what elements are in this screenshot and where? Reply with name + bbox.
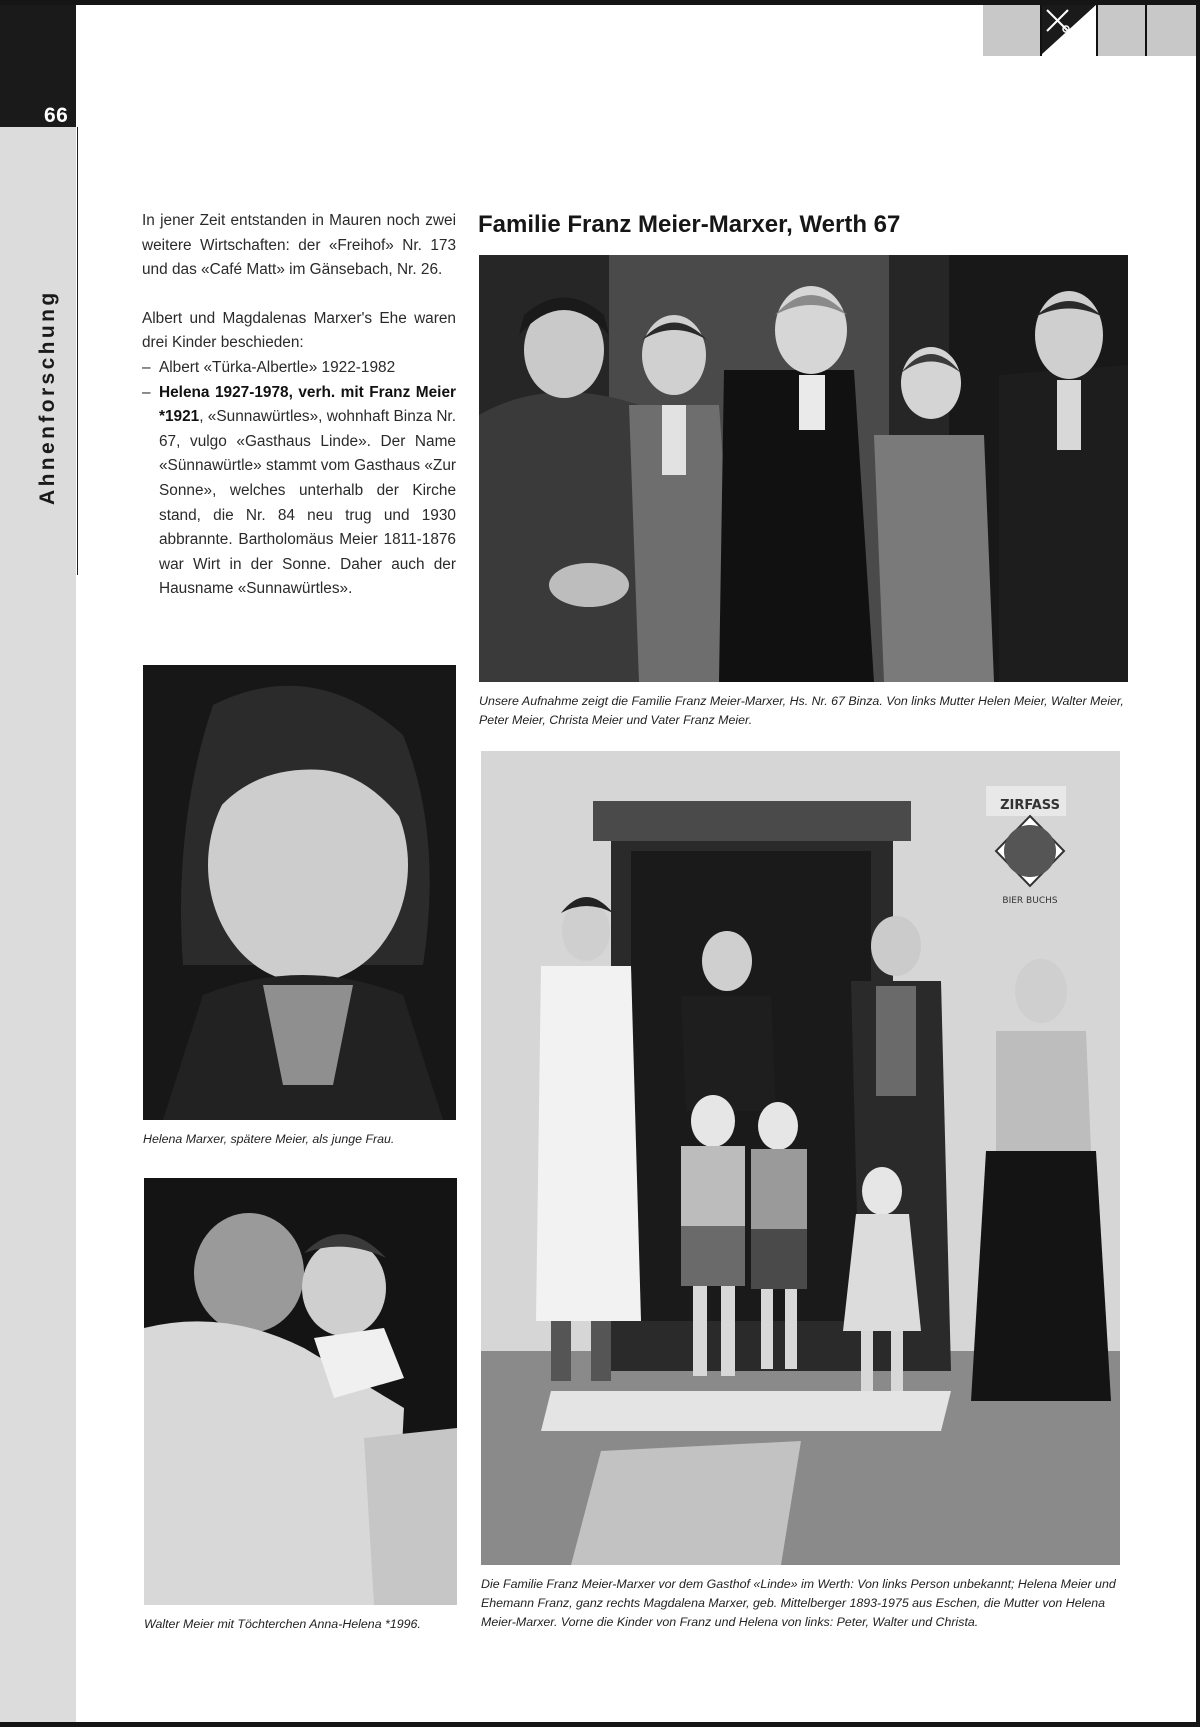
list-dash: –	[142, 383, 151, 401]
family-portrait-caption: Unsere Aufnahme zeigt die Familie Franz Meier-Marxer, Hs. Nr. 67 Binza. Von links Mutter Helen Meier, Walter Meier, Peter Meier, Christa Meier und Vater Franz Meier.	[479, 694, 1124, 727]
margin-rule	[77, 127, 78, 575]
family-portrait-photo	[479, 255, 1128, 682]
list-item-bold: Helena 1927-1978, verh. mit Franz Meier *1921	[159, 383, 456, 426]
walter-daughter-photo	[144, 1178, 457, 1605]
crossed-tools-icon	[1044, 7, 1072, 35]
page-frame-right	[1196, 0, 1200, 1727]
page-frame-bottom	[0, 1722, 1200, 1727]
sign-top-text: ZIRFASS	[1000, 798, 1060, 813]
list-item	[142, 356, 456, 381]
gasthof-group-image	[481, 751, 1120, 1565]
walter-daughter-caption: Walter Meier mit Töchterchen Anna-Helena *1996.	[144, 1617, 421, 1631]
walter-daughter-image	[144, 1178, 457, 1605]
list-item-rest: , «Sunnawürtles», wohnhaft Binza Nr. 67, vulgo «Gasthaus Linde». Der Name «Sünnawürtle» stammt vom Gasthaus «Zur Sonne», welches unterhalb der Kirche stand, die Nr. 84 neu trug und 1930 abbrannte. Bartholomäus Meier 1811-1876 war Wirt in der Sonne. Daher auch der Hausname «Sunnawürtles».	[159, 408, 456, 598]
sign-bottom-text: BIER BUCHS	[1002, 896, 1058, 906]
list-dash: –	[142, 358, 151, 376]
intro-paragraph-1: In jener Zeit entstanden in Mauren noch zwei weitere Wirtschaften: der «Freihof» Nr. 173 und das «Café Matt» im Gänsebach, Nr. 26.	[142, 212, 456, 279]
page-title: Familie Franz Meier-Marxer, Werth 67	[478, 211, 901, 238]
intro-paragraph-2: Albert und Magdalenas Marxer's Ehe waren drei Kinder beschieden:	[142, 309, 456, 352]
list-item-text	[159, 381, 456, 602]
list-item	[142, 381, 456, 602]
page-number: 66	[44, 104, 69, 127]
corner-divider	[1040, 5, 1042, 56]
gasthof-group-caption: Die Familie Franz Meier-Marxer vor dem Gasthof «Linde» im Werth: Von links Person unbekannt; Helena Meier und Ehemann Franz, ganz rechts Magdalena Marxer, geb. Mittelberger 1893-1975 aus Eschen, die Mutter von Helena Meier-Marxer. Vorne die Kinder von Franz und Helena von links: Peter, Walter und Christa.	[481, 1577, 1116, 1629]
intro-text	[142, 209, 456, 602]
gasthof-group-photo	[481, 751, 1120, 1565]
corner-divider	[1096, 5, 1098, 56]
family-portrait-image	[479, 255, 1128, 682]
helena-portrait-caption: Helena Marxer, spätere Meier, als junge Frau.	[143, 1132, 395, 1146]
helena-portrait-image	[143, 665, 456, 1120]
list-item-text: Albert «Türka-Albertle» 1922-1982	[159, 358, 396, 376]
left-margin-strip	[0, 5, 76, 1722]
section-label: Ahnenforschung	[36, 289, 59, 505]
helena-portrait-photo	[143, 665, 456, 1120]
corner-divider	[1145, 5, 1147, 56]
